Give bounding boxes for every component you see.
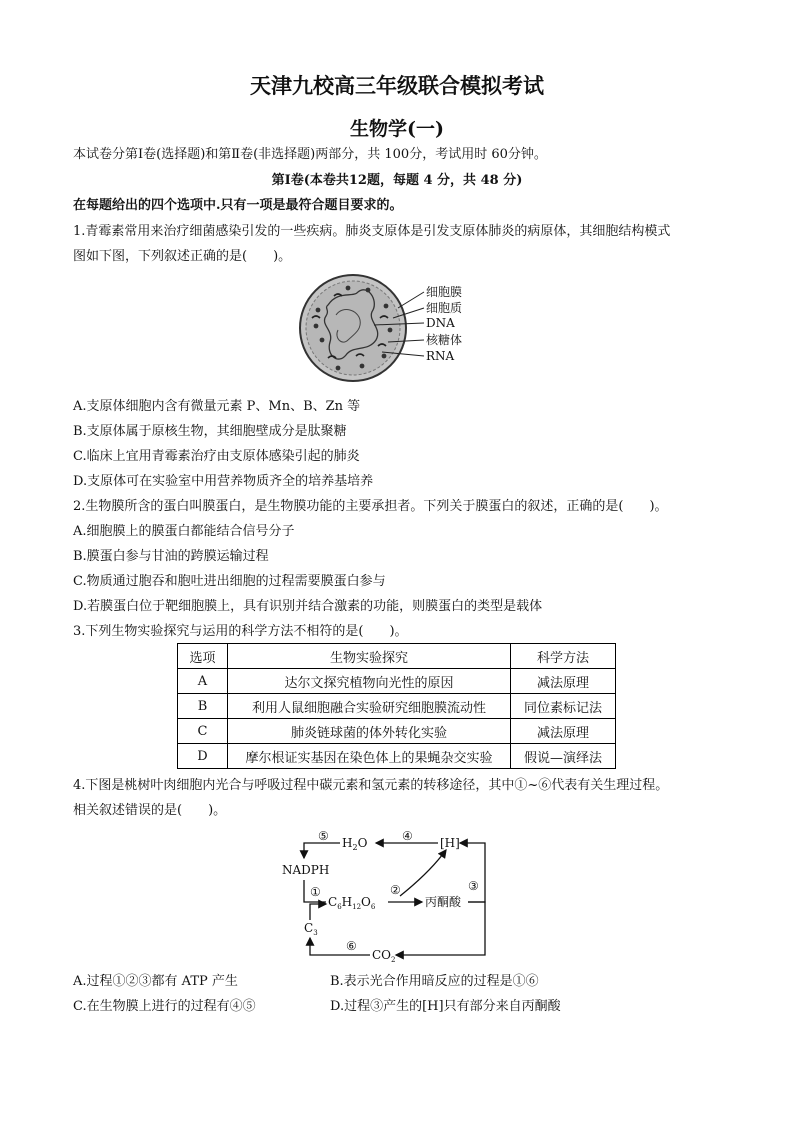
arrow-curve-to-h (400, 850, 446, 896)
process-5-label: ⑤ (318, 829, 329, 843)
q4-stem-line2: 相关叙述错误的是( )。 (73, 803, 227, 818)
label-cytoplasm: 细胞质 (426, 301, 463, 315)
q4-stem-line1: 4.下图是桃树叶肉细胞内光合与呼吸过程中碳元素和氢元素的转移途径，其中①~⑥代表有关生理过程。 (73, 778, 669, 793)
q1-stem-line2: 图如下图，下列叙述正确的是( )。 (73, 249, 292, 264)
h-label: [H] (440, 836, 460, 850)
table-header-row (178, 644, 616, 669)
table-cell: 同位素标记法 (511, 694, 616, 719)
label-dna: DNA (426, 316, 455, 330)
q2-option-c: C.物质通过胞吞和胞吐进出细胞的过程需要膜蛋白参与 (73, 574, 386, 589)
table-header-cell: 科学方法 (511, 644, 616, 669)
arrow-pyruvate-to-h (460, 843, 485, 902)
q4-option-a: A.过程①②③都有 ATP 产生 (73, 974, 238, 989)
process-1-label: ① (310, 885, 321, 899)
label-rna: RNA (426, 349, 455, 363)
table-cell: D (178, 744, 228, 769)
cell-cytoplasm-shape (306, 281, 400, 375)
table-cell: B (178, 694, 228, 719)
q3-table (177, 643, 616, 769)
q1-stem-line1: 1.青霉素常用来治疗细菌感染引发的一些疾病。肺炎支原体是引发支原体肺炎的病原体，其细胞结构模式 (73, 224, 671, 239)
arrow-c3-to-glucose (310, 904, 326, 920)
table-row (178, 719, 616, 744)
glucose-label: $C_6H_{12}O_6$ (328, 895, 376, 911)
table-cell: 肺炎链球菌的体外转化实验 (228, 719, 511, 744)
table-row (178, 669, 616, 694)
label-membrane: 细胞膜 (426, 285, 463, 299)
label-ribosome: 核糖体 (426, 333, 463, 347)
instruction: 在每题给出的四个选项中.只有一项是最符合题目要求的。 (73, 198, 403, 213)
table-cell: 摩尔根证实基因在染色体上的果蝇杂交实验 (228, 744, 511, 769)
table-header-cell: 生物实验探究 (228, 644, 511, 669)
table-row (178, 694, 616, 719)
q4-option-d: D.过程③产生的[H]只有部分来自丙酮酸 (330, 999, 561, 1014)
q1-option-a: A.支原体细胞内含有微量元素 P、Mn、B、Zn 等 (73, 399, 361, 414)
arrow-pyruvate-to-co2 (396, 902, 485, 955)
process-4-label: ④ (402, 829, 413, 843)
co2-label: $CO_2$ (372, 948, 396, 964)
carbon-hydrogen-pathway-diagram (280, 824, 490, 966)
c3-label: $C_3$ (304, 921, 318, 937)
table-cell: 达尔文探究植物向光性的原因 (228, 669, 511, 694)
q4-option-b: B.表示光合作用暗反应的过程是①⑥ (330, 974, 539, 989)
process-3-label: ③ (468, 879, 479, 893)
table-cell: C (178, 719, 228, 744)
exam-intro: 本试卷分第Ⅰ卷(选择题)和第Ⅱ卷(非选择题)两部分，共 100分，考试用时 60分钟。 (73, 147, 547, 162)
process-2-label: ② (390, 883, 401, 897)
q2-option-b: B.膜蛋白参与甘油的跨膜运输过程 (73, 549, 269, 564)
q3-stem: 3.下列生物实验探究与运用的科学方法不相符的是( )。 (73, 624, 408, 639)
table-cell: 利用人鼠细胞融合实验研究细胞膜流动性 (228, 694, 511, 719)
table-cell: A (178, 669, 228, 694)
table-row (178, 744, 616, 769)
table-cell: 减法原理 (511, 719, 616, 744)
process-6-label: ⑥ (346, 939, 357, 953)
q1-option-d: D.支原体可在实验室中用营养物质齐全的培养基培养 (73, 474, 374, 489)
q1-option-b: B.支原体属于原核生物，其细胞壁成分是肽聚糖 (73, 424, 347, 439)
table-cell: 假说—演绎法 (511, 744, 616, 769)
exam-title: 天津九校高三年级联合模拟考试 (250, 73, 544, 98)
q2-option-d: D.若膜蛋白位于靶细胞膜上，具有识别并结合激素的功能，则膜蛋白的类型是载体 (73, 599, 543, 614)
table-header-cell: 选项 (178, 644, 228, 669)
arrow-h2o-to-nadph (304, 843, 340, 858)
q4-option-c: C.在生物膜上进行的过程有④⑤ (73, 999, 256, 1014)
pyruvate-label: 丙酮酸 (425, 895, 462, 909)
q1-option-c: C.临床上宜用青霉素治疗由支原体感染引起的肺炎 (73, 449, 360, 464)
q2-option-a: A.细胞膜上的膜蛋白都能结合信号分子 (73, 524, 295, 539)
table-cell: 减法原理 (511, 669, 616, 694)
subject-title: 生物学(一) (350, 118, 444, 140)
arrow-co2-to-c3 (310, 938, 370, 955)
section-heading: 第Ⅰ卷(本卷共12题，每题 4 分，共 48 分) (271, 173, 523, 188)
mycoplasma-cell-figure (298, 270, 498, 388)
leader-line-membrane (398, 292, 424, 308)
q2-stem: 2.生物膜所含的蛋白叫膜蛋白，是生物膜功能的主要承担者。下列关于膜蛋白的叙述，正确的是( )。 (73, 499, 668, 514)
nadph-label: NADPH (282, 863, 330, 877)
h2o-label: $H_2O$ (342, 836, 368, 852)
